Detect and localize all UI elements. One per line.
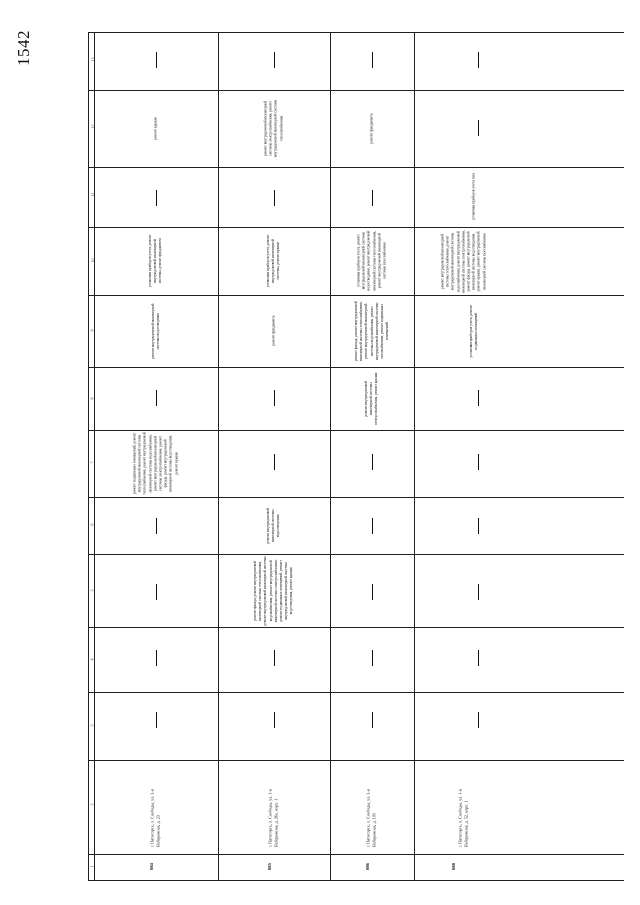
column-number: 8 xyxy=(89,397,95,400)
column-number: 6 xyxy=(89,523,95,526)
empty-dash xyxy=(274,52,275,68)
empty-dash xyxy=(156,190,157,206)
empty-dash xyxy=(156,518,157,534)
empty-dash xyxy=(372,518,373,534)
empty-dash xyxy=(274,454,275,470)
column-number: 9 xyxy=(89,329,95,332)
empty-dash xyxy=(478,454,479,470)
work-cell: ремонт внутридомовой инженерной системы водоотведения xyxy=(266,507,281,544)
work-cell: ремонт внутридомовой инженерной системы теплоснабжения, ремонт внутридомовой инженерной системы водоснабжения, ремонт внутридомовой инженерной системы электроснабжения, ремонт фасада, ремонт внутридомовой инженерной системы водоотведения, ремонт крыши, ремонт внутридомовой инженерной системы газоснабжения xyxy=(440,229,487,293)
row-number: 884 xyxy=(148,863,154,870)
page-number: 1542 xyxy=(14,30,33,66)
empty-dash xyxy=(156,712,157,728)
empty-dash xyxy=(372,650,373,666)
column-divider xyxy=(88,880,624,881)
address-cell: г. Пятигорск, п. Свободы, ул. 1-я Набережная, д. 26а, корп. 1 xyxy=(267,789,279,847)
empty-dash xyxy=(372,52,373,68)
empty-dash xyxy=(156,390,157,406)
work-cell: ремонт фасада, ремонт внутридомовой инженерной системы теплоснабжения, ремонт внутридомовой инженерной системы водоснабжения, ремонт внутридомовой инженерной системы электроснабжения, ремонт подвальных помещений, ремонт внутридомовой инженерной системы водоотведения, ремонт крыши xyxy=(253,555,294,626)
work-cell: установка приборов учета, ремонт внутридомовой инженерной системы, ремонт фундамента xyxy=(148,234,163,288)
empty-dash xyxy=(156,650,157,666)
empty-dash xyxy=(372,712,373,728)
capital-repair-table xyxy=(88,32,624,880)
address-cell: г. Пятигорск, п. Свободы, ул. 1-я Набережная, д. 23 xyxy=(149,789,161,847)
column-number: 3 xyxy=(89,724,95,727)
empty-dash xyxy=(478,650,479,666)
column-number: 7 xyxy=(89,461,95,464)
column-number: 12 xyxy=(90,124,96,129)
work-cell: ремонт фундамента xyxy=(369,113,374,144)
work-cell: ремонт внутридомовой инженерной системы электроснабжения, ремонт внутридомовой инженерной системы теплоснабжения xyxy=(263,99,284,158)
column-number: 2 xyxy=(89,803,95,806)
empty-dash xyxy=(156,584,157,600)
empty-dash xyxy=(478,120,479,136)
work-cell: ремонт подвальных помещений, ремонт внутридомовой инженерной системы теплоснабжения, ремонт внутридомовой инженерной системы водоснабжения, ремонт внутридомовой инженерной системы электроснабжения, ремонт фасада, ремонт внутридомовой инженерной системы водоотведения, ремонт крыши xyxy=(132,432,179,495)
work-cell: ремонт внутридомовой инженерной системы водоотведения xyxy=(150,303,160,359)
empty-dash xyxy=(274,712,275,728)
empty-dash xyxy=(478,584,479,600)
address-cell: г. Пятигорск, п. Свободы, ул. 1-я Набережная, д. 105 xyxy=(365,789,377,847)
empty-dash xyxy=(372,584,373,600)
empty-dash xyxy=(478,712,479,728)
empty-dash xyxy=(274,190,275,206)
column-number: 4 xyxy=(89,658,95,661)
work-cell: ремонт крыши xyxy=(153,117,158,140)
empty-dash xyxy=(372,454,373,470)
row-number: 886 xyxy=(364,863,370,870)
column-number: 13 xyxy=(90,57,96,62)
empty-dash xyxy=(372,190,373,206)
empty-dash xyxy=(274,390,275,406)
row-band xyxy=(414,32,624,880)
empty-dash xyxy=(478,52,479,68)
work-cell: установка приборов учета, ремонт внутридомовой инженерной системы водоотведения, ремонт внутридомовой инженерной системы теплоснабжения, ремонт внутридомовой инженерной системы газоснабжения xyxy=(356,231,387,291)
work-cell: ремонт фасада, ремонт внутридомовой инженерной системы теплоснабжения, ремонт внутридомовой инженерной системы водоснабжения, ремонт внутридомовой инженерной системы газоснабжения, ремонт подвальных помещений xyxy=(353,301,390,361)
column-number: 11 xyxy=(90,192,96,197)
row-number: 888 xyxy=(450,863,456,870)
work-cell: установка приборов учета, ремонт внутридомовой инженерной системы, ремонт крыши xyxy=(266,234,281,288)
work-cell: ремонт внутридомовой инженерной системы электроснабжения, ремонт крыши xyxy=(364,372,379,425)
work-cell: установка приборов учета, ремонт подвальных помещений xyxy=(468,304,478,358)
work-cell: установка приборов учета газа xyxy=(471,173,476,221)
work-cell: ремонт фундамента xyxy=(271,315,276,347)
column-number: 1 xyxy=(89,865,95,868)
empty-dash xyxy=(156,52,157,68)
row-number: 885 xyxy=(266,863,272,870)
column-number: 10 xyxy=(90,258,96,263)
empty-dash xyxy=(478,518,479,534)
empty-dash xyxy=(274,650,275,666)
column-number: 5 xyxy=(89,589,95,592)
address-cell: г. Пятигорск, п. Свободы, ул. 1-я Набережная, д. 52, корп. 1 xyxy=(457,789,469,847)
empty-dash xyxy=(478,390,479,406)
